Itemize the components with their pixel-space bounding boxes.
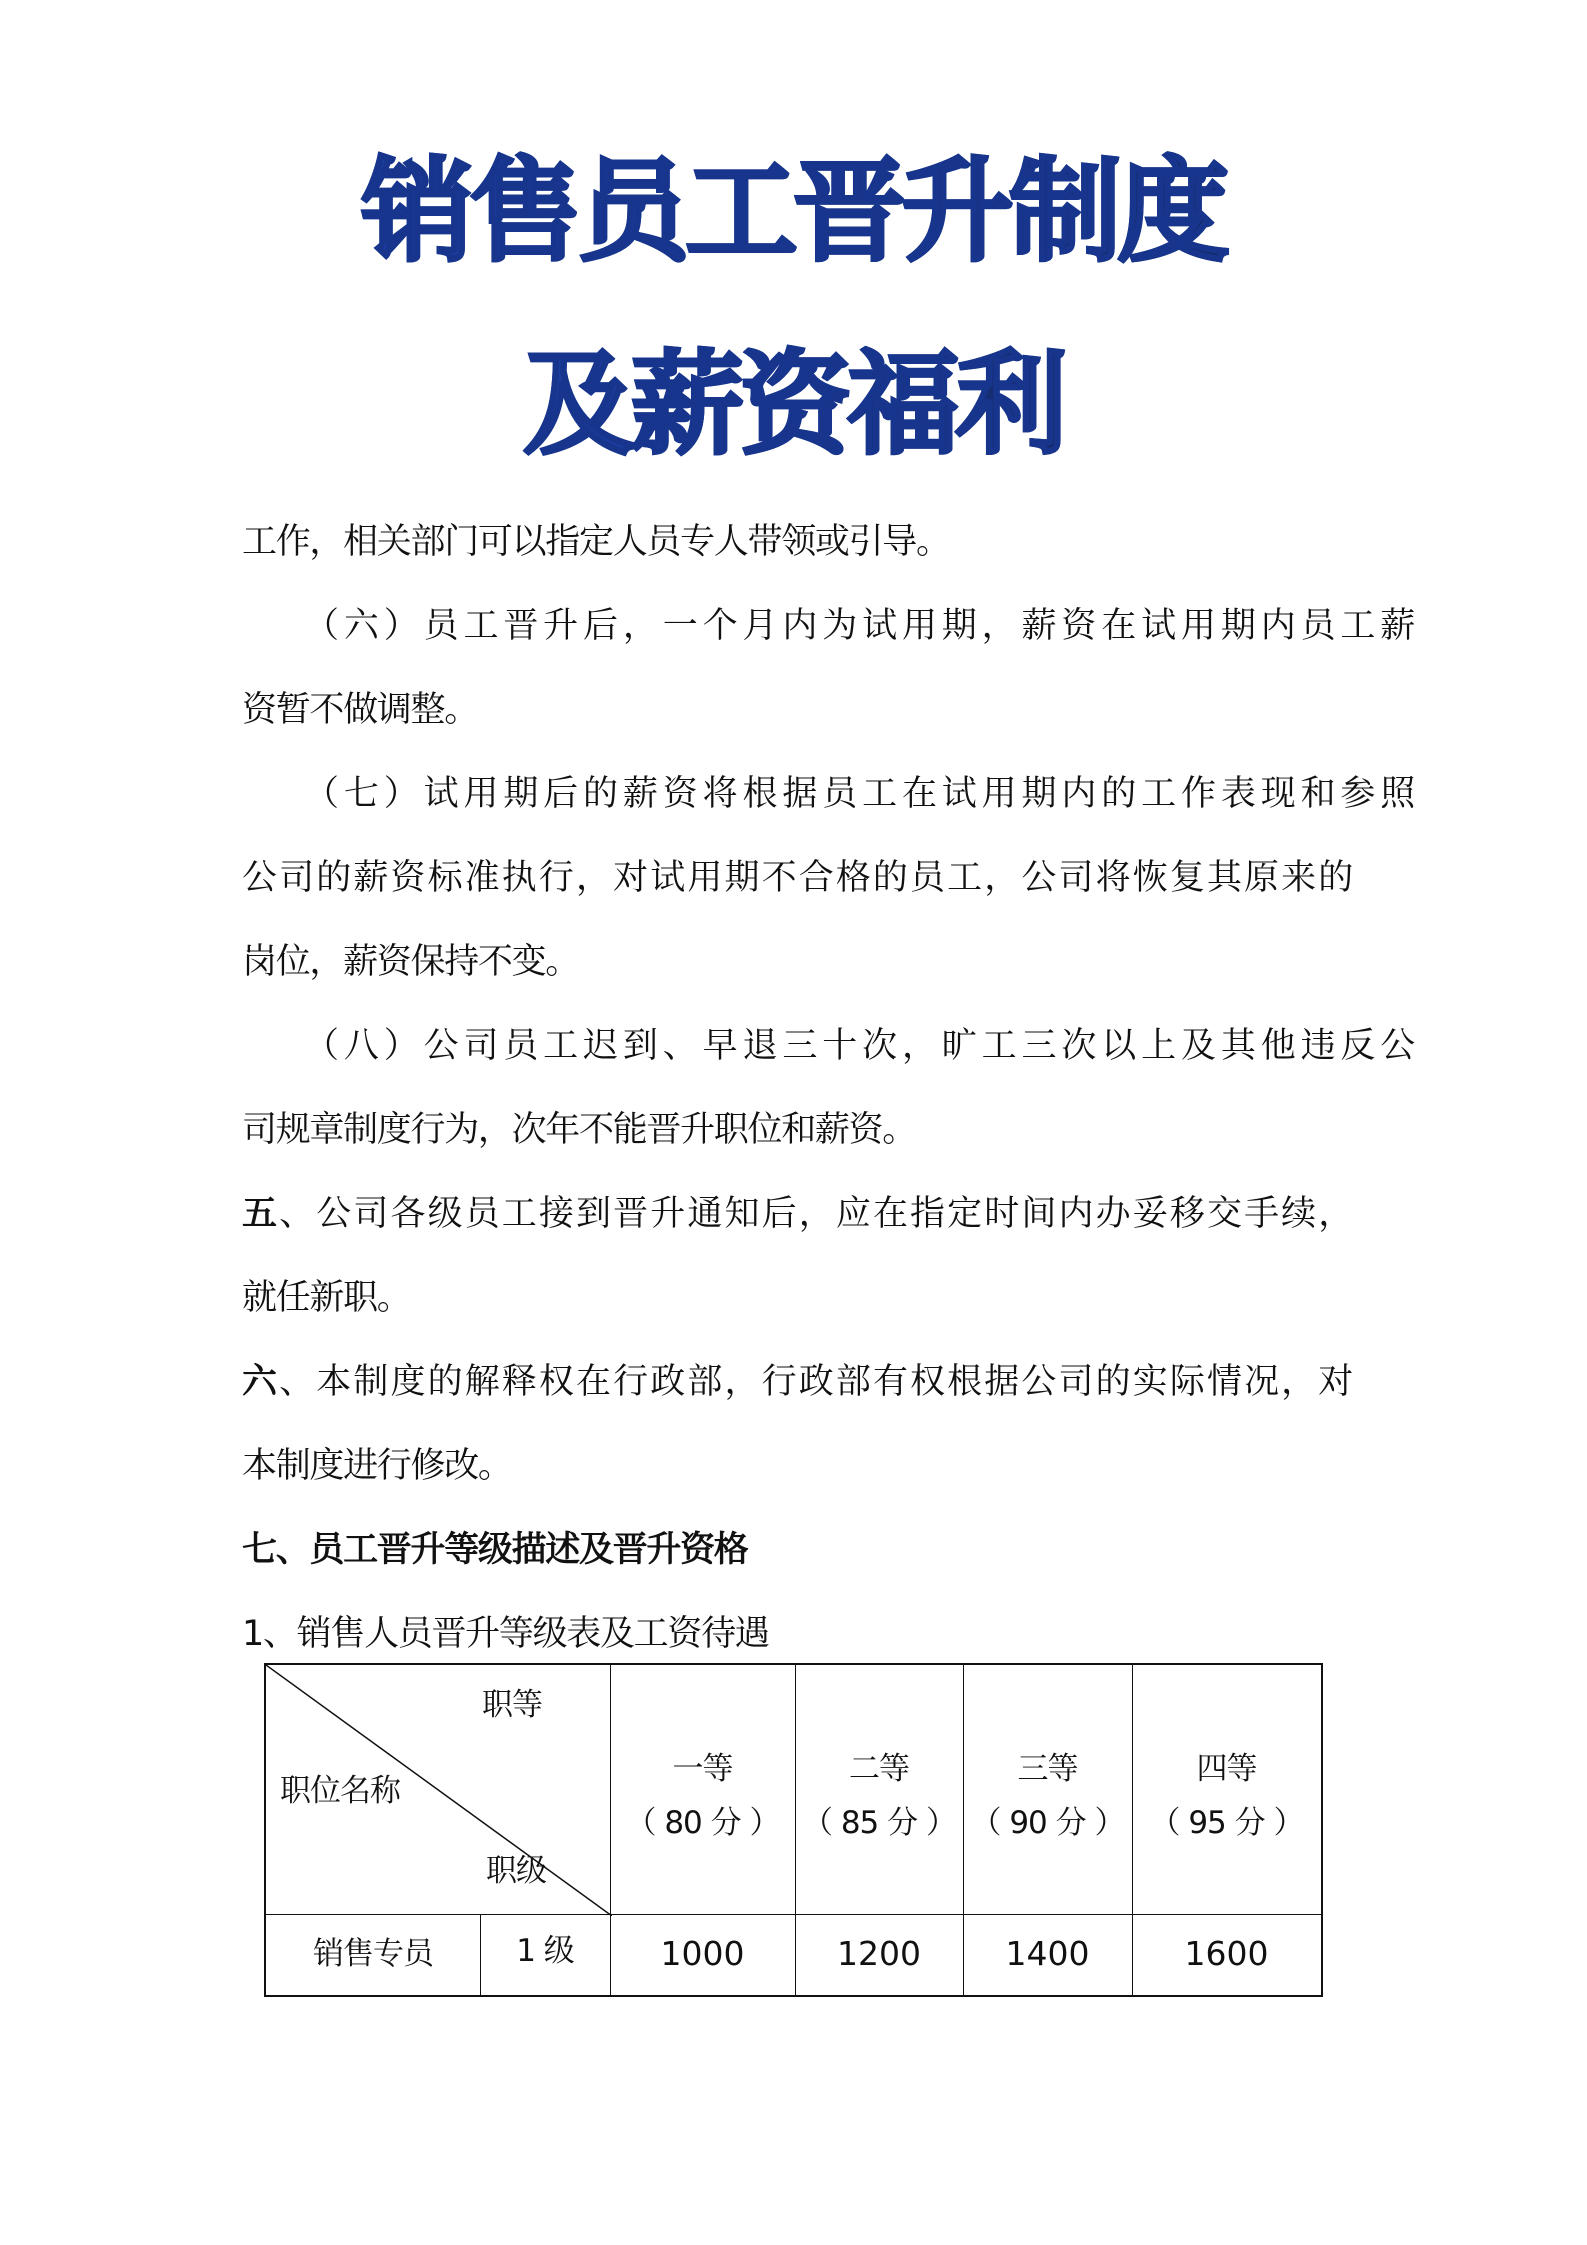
grade-1-score: （ 80 分 ） (625, 1805, 780, 1841)
header-row-divider (266, 1914, 1321, 1915)
section-five-line-1 (242, 1192, 1352, 1236)
section-six-line-1 (242, 1360, 1352, 1404)
grade-3-score: （ 90 分 ） (970, 1805, 1125, 1841)
document-title-line-1 (0, 147, 1587, 277)
clause-eight-line-1: （八）公司员工迟到、早退三十次，旷工三次以上及其他违反公 (304, 1026, 1414, 1066)
clause-seven-line-3: 岗位，薪资保持不变。 (242, 942, 580, 982)
paragraph-line: 工作，相关部门可以指定人员专人带领或引导。 (242, 522, 950, 562)
header-position-label: 职位名称 (280, 1773, 400, 1809)
header-grade-label: 职等 (482, 1687, 542, 1723)
row-position-name: 销售专员 (313, 1936, 433, 1972)
row-level: 1 级 (516, 1933, 574, 1969)
salary-grade-1: 1000 (660, 1934, 745, 1973)
grade-3-name: 三等 (1017, 1751, 1078, 1787)
section-six-line-2: 本制度进行修改。 (242, 1446, 512, 1486)
title-text-1: 销售员工晋升制度 (361, 147, 1226, 277)
salary-grade-4: 1600 (1184, 1934, 1269, 1973)
section-six-text: 、本制度的解释权在行政部，行政部有权根据公司的实际情况，对 (279, 1362, 1352, 1402)
section-seven-heading: 七、员工晋升等级描述及晋升资格 (242, 1530, 748, 1570)
clause-seven-line-2: 公司的薪资标准执行，对试用期不合格的员工，公司将恢复其原来的 (242, 858, 1352, 898)
grade-4-score: （ 95 分 ） (1149, 1805, 1304, 1841)
salary-grade-table (264, 1663, 1323, 1997)
section-five-text: 、公司各级员工接到晋升通知后，应在指定时间内办妥移交手续， (279, 1194, 1352, 1234)
salary-grade-2: 1200 (837, 1934, 921, 1973)
title-text-2: 及薪资福利 (523, 340, 1064, 470)
grade-2-score: （ 85 分 ） (801, 1805, 956, 1841)
clause-eight-line-2: 司规章制度行为，次年不能晋升职位和薪资。 (242, 1110, 917, 1150)
clause-six-line-1: （六）员工晋升后，一个月内为试用期，薪资在试用期内员工薪 (304, 606, 1414, 646)
section-six-number: 六 (242, 1362, 280, 1402)
grade-2-name: 二等 (849, 1751, 909, 1787)
clause-six-line-2: 资暂不做调整。 (242, 690, 478, 730)
document-title-line-2 (0, 340, 1587, 470)
salary-grade-3: 1400 (1005, 1934, 1090, 1973)
section-five-line-2: 就任新职。 (242, 1278, 411, 1318)
grade-4-name: 四等 (1196, 1751, 1257, 1787)
grade-1-name: 一等 (672, 1751, 733, 1787)
section-five-number: 五 (242, 1194, 280, 1234)
clause-seven-line-1: （七）试用期后的薪资将根据员工在试用期内的工作表现和参照 (304, 774, 1414, 814)
subsection-heading: 1、销售人员晋升等级表及工资待遇 (242, 1614, 769, 1654)
header-level-label: 职级 (486, 1853, 546, 1889)
